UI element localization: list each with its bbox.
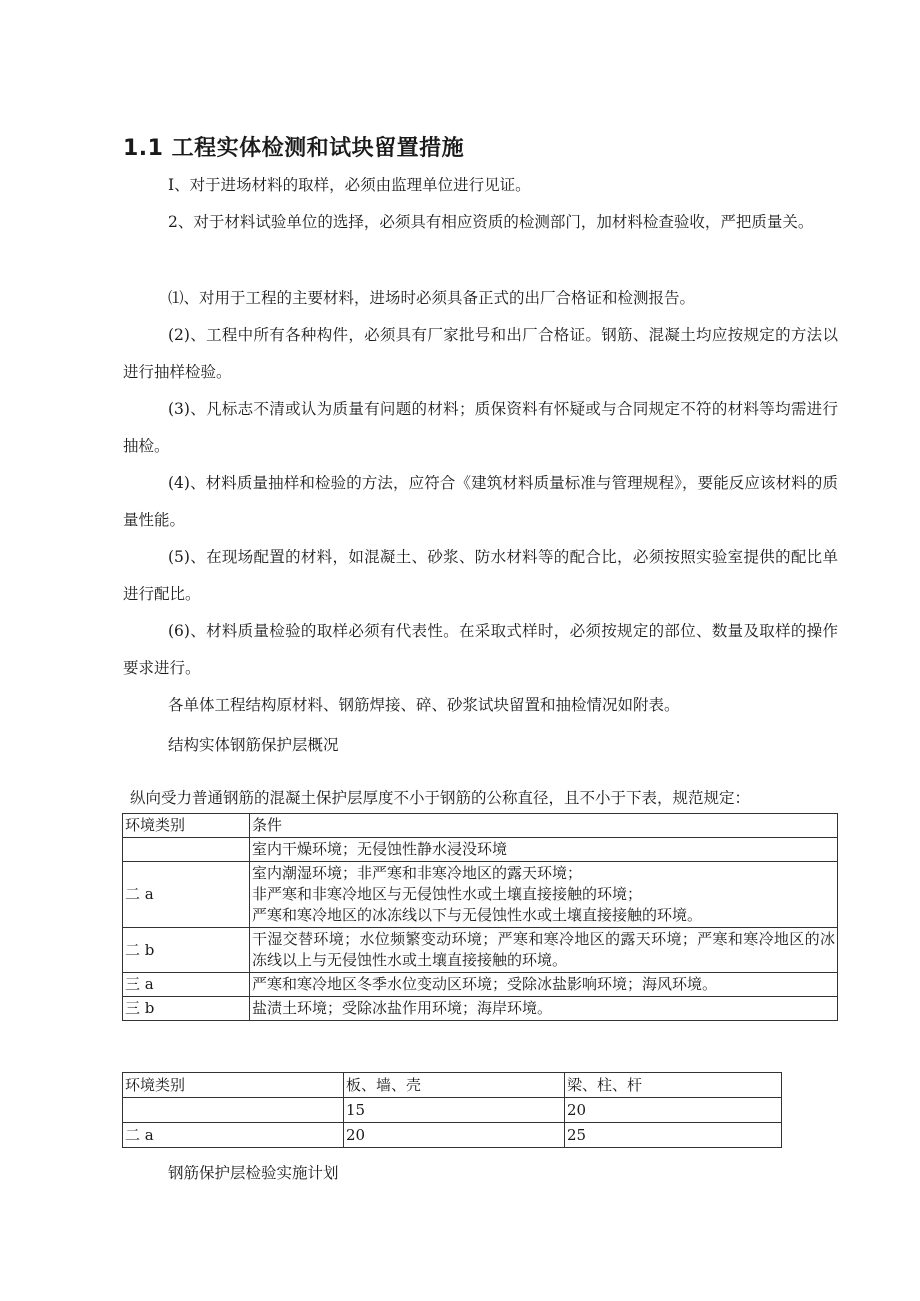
paragraph-6 (123, 465, 838, 539)
condition-cell (250, 997, 838, 1021)
table-row (123, 1098, 782, 1123)
cover-thickness-table (122, 1072, 782, 1148)
table-cell: 二 a (123, 1123, 344, 1148)
table-row (123, 1123, 782, 1148)
paragraph-5-text: (3)、凡标志不清或认为质量有问题的材料；质保资料有怀疑或与合同规定不符的材料等均需进行抽检。 (123, 400, 838, 455)
header-cell: 梁、柱、杆 (565, 1073, 782, 1098)
paragraph-1: I、对于进场材料的取样，必须由监理单位进行见证。 (168, 176, 531, 194)
condition-cell (250, 838, 838, 862)
condition-cell (250, 862, 838, 928)
table-row (123, 838, 838, 862)
section-title: 1.1 工程实体检测和试块留置措施 (123, 136, 465, 161)
table-cell: 15 (344, 1098, 565, 1123)
condition-line: 室内潮湿环境；非严寒和非寒冷地区的露天环境； (252, 864, 583, 882)
condition-line: 室内干燥环境；无侵蚀性静水浸没环境 (252, 840, 508, 858)
condition-line: 非严寒和非寒冷地区与无侵蚀性水或土壤直接接触的环境； (252, 885, 643, 903)
condition-cell (250, 973, 838, 997)
table-cell: 20 (565, 1098, 782, 1123)
plan-heading: 钢筋保护层检验实施计划 (168, 1164, 339, 1182)
paragraph-8-text: (6)、材料质量检验的取样必须有代表性。在采取式样时，必须按规定的部位、数量及取样的操作要求进行。 (123, 622, 838, 677)
header-cell: 条件 (250, 814, 838, 838)
paragraph-4 (123, 317, 838, 391)
table-cell: 20 (344, 1123, 565, 1148)
category-cell: 二 a (123, 862, 250, 928)
table-row (123, 928, 838, 973)
table-row (123, 862, 838, 928)
table-header-row (123, 1073, 782, 1098)
paragraph-2 (123, 204, 838, 241)
header-cell: 环境类别 (123, 1073, 344, 1098)
paragraph-4-text: (2)、工程中所有各种构件，必须具有厂家批号和出厂合格证。钢筋、混凝土均应按规定的方法以进行抽样检验。 (123, 326, 838, 381)
table-row (123, 973, 838, 997)
category-cell (123, 838, 250, 862)
paragraph-8 (123, 613, 838, 687)
category-cell: 二 b (123, 928, 250, 973)
table-intro: 纵向受力普通钢筋的混凝土保护层厚度不小于钢筋的公称直径，且不小于下表，规范规定： (130, 789, 751, 807)
header-cell: 板、墙、壳 (344, 1073, 565, 1098)
condition-line: 严寒和寒冷地区冬季水位变动区环境；受除冰盐影响环境；海风环境。 (252, 975, 718, 993)
condition-line: 严寒和寒冷地区的冰冻线以下与无侵蚀性水或土壤直接接触的环境。 (252, 906, 703, 924)
paragraph-2-text: 2、对于材料试验单位的选择，必须具有相应资质的检测部门，加材料检查验收，严把质量关。 (168, 213, 814, 231)
paragraph-6-text: (4)、材料质量抽样和检验的方法，应符合《建筑材料质量标准与管理规程》，要能反应该材料的质量性能。 (123, 474, 838, 529)
condition-cell (250, 928, 838, 973)
paragraph-7 (123, 539, 838, 613)
paragraph-7-text: (5)、在现场配置的材料，如混凝土、砂浆、防水材料等的配合比，必须按照实验室提供的配比单进行配比。 (123, 548, 838, 603)
table-cell: 25 (565, 1123, 782, 1148)
overview-heading: 结构实体钢筋保护层概况 (168, 736, 339, 754)
category-cell: 三 a (123, 973, 250, 997)
table-row (123, 997, 838, 1021)
environment-table (122, 813, 838, 1021)
header-cell: 环境类别 (123, 814, 250, 838)
table-header-row (123, 814, 838, 838)
table-cell (123, 1098, 344, 1123)
paragraph-3: ⑴、对用于工程的主要材料，进场时必须具备正式的出厂合格证和检测报告。 (168, 289, 696, 307)
paragraph-5 (123, 391, 838, 465)
attached-table-note: 各单体工程结构原材料、钢筋焊接、碎、砂浆试块留置和抽检情况如附表。 (168, 696, 680, 714)
condition-line: 盐渍土环境；受除冰盐作用环境；海岸环境。 (252, 999, 553, 1017)
category-cell: 三 b (123, 997, 250, 1021)
condition-line: 干湿交替环境；水位频繁变动环境；严寒和寒冷地区的露天环境；严寒和寒冷地区的冰冻线以上与无侵蚀性水或土壤直接接触的环境。 (252, 930, 835, 969)
